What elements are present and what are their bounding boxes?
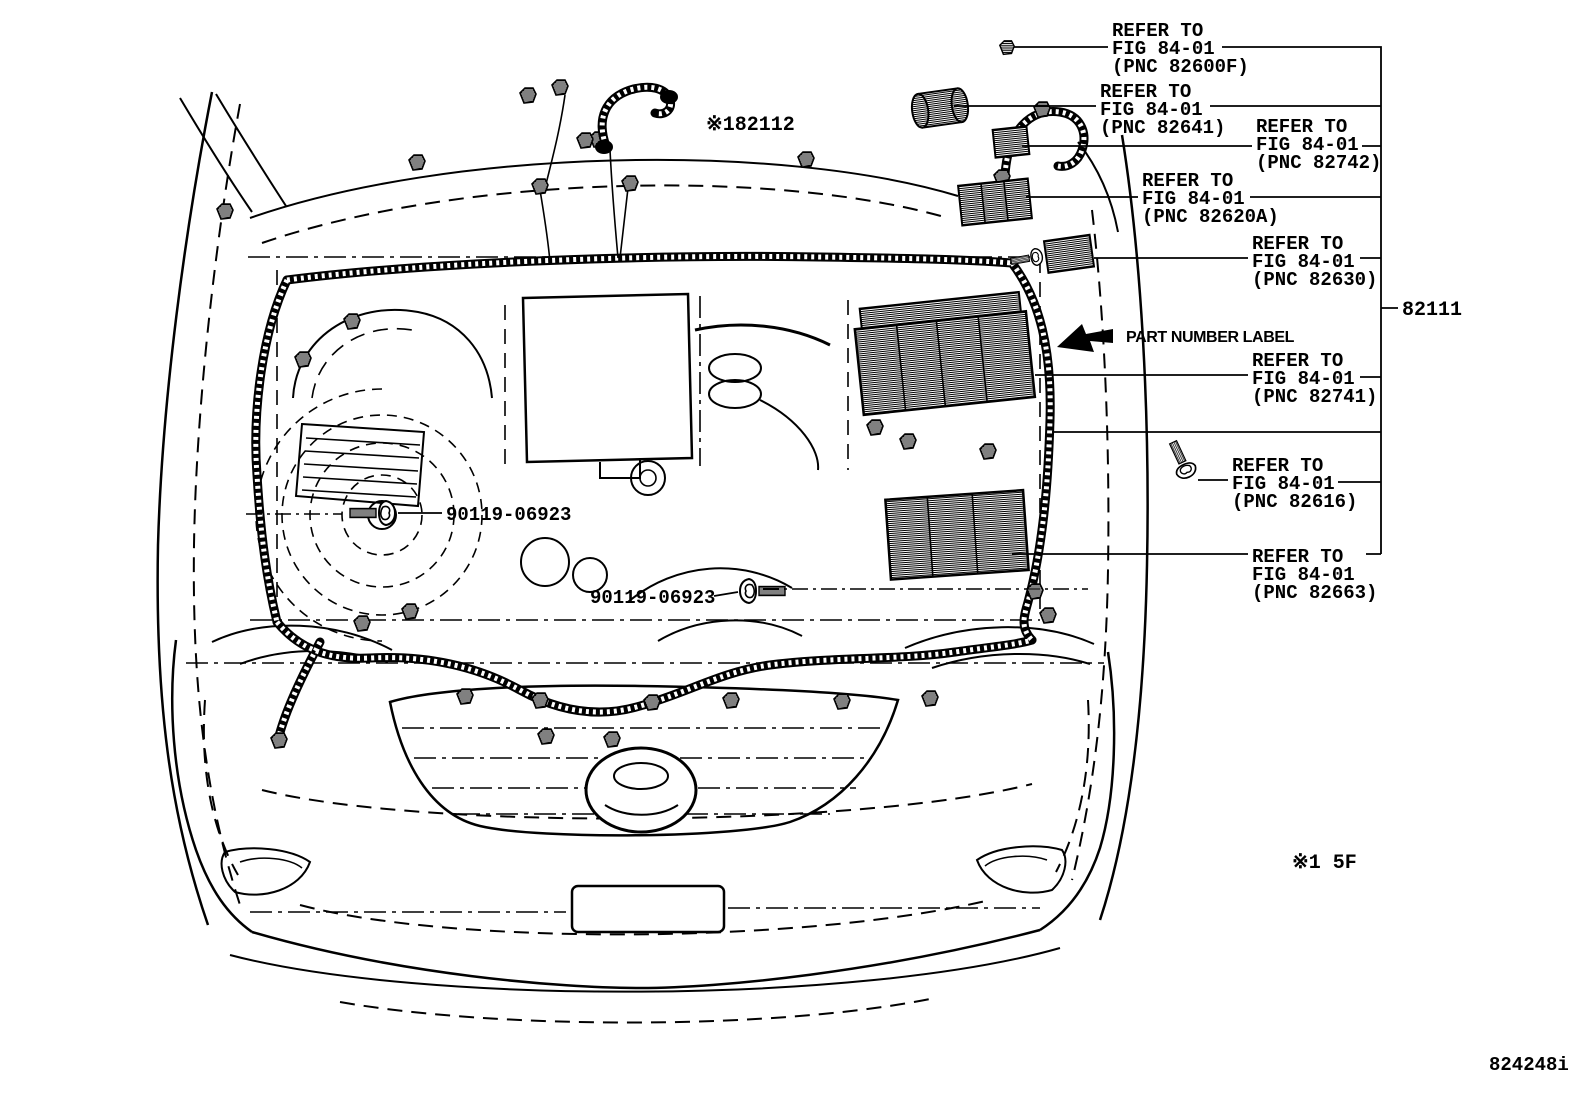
toyota-emblem	[586, 748, 696, 832]
connector-icon	[900, 434, 916, 449]
callout-82620a-line-2: FIG 84-01	[1142, 188, 1245, 210]
strut-arch-left-inner	[312, 329, 412, 398]
connector-icon	[271, 733, 287, 748]
bolt-2-leader	[714, 592, 738, 596]
fog-lamp-left	[222, 848, 310, 894]
callout-82742	[1256, 116, 1381, 174]
label-182112: ※182112	[706, 114, 795, 137]
connector-icon	[532, 693, 548, 708]
connector-icon	[577, 133, 593, 148]
connector-icon	[457, 689, 473, 704]
callout-82620a-line-1: REFER TO	[1142, 170, 1234, 192]
bolt-icon-2	[740, 579, 785, 603]
label-bolt-1: 90119-06923	[446, 504, 572, 526]
callout-82600f-line-3: (PNC 82600F)	[1112, 56, 1249, 78]
harness-left-drop	[256, 280, 287, 622]
cover-82742-icon	[993, 126, 1030, 157]
connector-82630-icon	[1044, 235, 1094, 273]
intake-tube	[695, 325, 830, 470]
connector-icon	[217, 204, 233, 219]
bumper-crease-left	[204, 700, 238, 875]
intake-bellows-1	[709, 354, 761, 382]
cowl-arc-2-dashed	[262, 185, 948, 243]
callout-components	[910, 41, 1094, 273]
callout-82630-line-1: REFER TO	[1252, 233, 1344, 255]
left-fender-inner-dashed	[194, 104, 240, 905]
intake-bellows-2	[709, 380, 761, 408]
callout-82600f	[1112, 20, 1249, 78]
harness-branch-wires	[540, 95, 628, 262]
callout-82616-line-1: REFER TO	[1232, 455, 1324, 477]
right-fender-inner-dashed	[1072, 210, 1108, 880]
fog-lamp-left-inner	[240, 858, 302, 868]
grille	[250, 686, 1040, 932]
label-part-number-label: PART NUMBER LABEL	[1126, 329, 1295, 346]
fog-lamp-right-inner	[985, 856, 1047, 866]
air-cleaner-box	[523, 294, 700, 478]
callout-82641	[1100, 81, 1225, 139]
connector-icon	[867, 420, 883, 435]
left-fender-line	[158, 92, 212, 925]
connector-icon	[644, 695, 660, 710]
callout-82616-line-3: (PNC 82616)	[1232, 491, 1358, 513]
bumper-right	[1040, 652, 1114, 930]
air-cleaner-outline	[523, 294, 692, 462]
connector-icon	[922, 691, 938, 706]
pigtail-end-1	[595, 140, 613, 154]
callout-82742-line-3: (PNC 82742)	[1256, 152, 1382, 174]
subframe-arc-2	[658, 620, 802, 641]
label-footnote: ※1 5F	[1292, 852, 1357, 875]
connector-icon	[1040, 608, 1056, 623]
callout-82741-line-3: (PNC 82741)	[1252, 386, 1378, 408]
connector-icon	[295, 352, 311, 367]
relay-box-lower-body	[885, 490, 1028, 579]
callout-82641-line-3: (PNC 82641)	[1100, 117, 1226, 139]
callout-82663-line-1: REFER TO	[1252, 546, 1344, 568]
connector-icon	[344, 314, 360, 329]
callout-82663	[1252, 546, 1377, 604]
bolt-82616-icon	[1164, 438, 1199, 481]
part-number-arrow-icon	[1057, 324, 1113, 352]
connector-icon	[723, 693, 739, 708]
callout-82630	[1252, 233, 1377, 291]
license-plate	[572, 886, 724, 932]
connector-icon	[538, 729, 554, 744]
pigtail-end-2	[660, 90, 678, 104]
connector-icon	[520, 88, 536, 103]
callout-82616-line-2: FIG 84-01	[1232, 473, 1335, 495]
connector-icon	[1034, 102, 1050, 117]
callout-82741-line-2: FIG 84-01	[1252, 368, 1355, 390]
callout-82741	[1252, 350, 1377, 408]
connector-icon	[1027, 584, 1043, 599]
callout-82742-line-1: REFER TO	[1256, 116, 1348, 138]
right-fender-line	[1100, 135, 1148, 920]
callout-82620a	[1142, 170, 1279, 228]
connector-icon	[532, 179, 548, 194]
callout-82641-line-1: REFER TO	[1100, 81, 1192, 103]
mounting-bolts	[246, 438, 1198, 603]
pump-circle-1	[521, 538, 569, 586]
connector-icon	[834, 694, 850, 709]
callout-82616	[1232, 455, 1357, 513]
grommet-82641-icon	[910, 87, 970, 128]
connector-icon	[402, 604, 418, 619]
connector-icon	[980, 444, 996, 459]
label-doc-code: 824248i	[1489, 1054, 1569, 1076]
connector-icon	[552, 80, 568, 95]
callout-82741-line-1: REFER TO	[1252, 350, 1344, 372]
bumper-left	[172, 640, 252, 932]
connector-icon	[604, 732, 620, 747]
callout-82620a-line-3: (PNC 82620A)	[1142, 206, 1279, 228]
label-82111: 82111	[1402, 299, 1463, 322]
connector-icon	[622, 176, 638, 191]
bumper-crease-right	[1056, 700, 1089, 872]
harness-connectors	[217, 80, 1056, 748]
bumper-lip-lower	[340, 998, 935, 1023]
connector-icon	[354, 616, 370, 631]
callout-82663-line-3: (PNC 82663)	[1252, 582, 1378, 604]
cowl-arc-1	[250, 160, 958, 218]
callout-82641-line-2: FIG 84-01	[1100, 99, 1203, 121]
callout-82630-line-3: (PNC 82630)	[1252, 269, 1378, 291]
block-82620a-icon	[958, 178, 1032, 225]
connector-icon	[798, 152, 814, 167]
radiator-hose	[695, 325, 830, 345]
clip-82600f-icon	[1000, 41, 1014, 55]
fog-lamp-right	[977, 846, 1065, 892]
hood-corner-left-1	[180, 98, 252, 212]
strut-arch-left	[293, 310, 492, 398]
connector-icon	[409, 155, 425, 170]
callout-82600f-line-1: REFER TO	[1112, 20, 1204, 42]
intake-hose	[760, 400, 818, 470]
relay-box-lower	[885, 490, 1028, 579]
callout-82742-line-2: FIG 84-01	[1256, 134, 1359, 156]
engine-ribs	[302, 438, 420, 497]
engine-block	[293, 310, 802, 641]
relay-box-upper	[853, 291, 1035, 414]
callout-82600f-line-2: FIG 84-01	[1112, 38, 1215, 60]
callout-82630-line-2: FIG 84-01	[1252, 251, 1355, 273]
cap-circle-inner	[640, 470, 656, 486]
label-bolt-2: 90119-06923	[590, 587, 716, 609]
callout-82663-line-2: FIG 84-01	[1252, 564, 1355, 586]
